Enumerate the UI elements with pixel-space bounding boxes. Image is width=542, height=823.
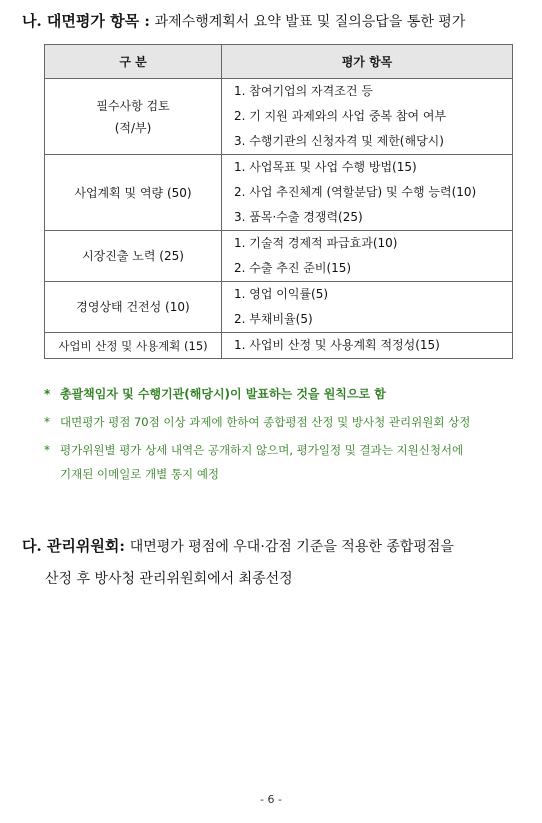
row-category: 경영상태 건전성 (10) [45, 282, 222, 333]
section-na-label: 나. 대면평가 항목 : [22, 12, 150, 30]
eval-item: 2. 사업 추진체계 (역할분담) 및 수행 능력(10) [234, 185, 477, 199]
row-items [222, 231, 513, 282]
table-header-row [45, 45, 513, 79]
evaluation-table [44, 44, 513, 359]
category-sublabel: (적/부) [114, 120, 152, 135]
asterisk-icon: * [44, 387, 51, 401]
note-item [44, 438, 534, 486]
eval-item: 3. 수행기관의 신청자격 및 제한(해당시) [234, 134, 444, 148]
section-da-heading [22, 530, 527, 595]
eval-item: 2. 부채비율(5) [234, 312, 313, 326]
notes-list [44, 382, 534, 486]
row-items [222, 333, 513, 359]
eval-item: 1. 사업비 산정 및 사용계획 적정성(15) [234, 338, 440, 352]
section-da-label: 다. 관리위원회: [22, 537, 125, 555]
asterisk-icon: * [44, 443, 50, 457]
eval-item: 1. 기술적 경제적 파급효과(10) [234, 236, 398, 250]
eval-item: 2. 기 지원 과제와의 사업 중복 참여 여부 [234, 109, 447, 123]
note-text-line1: 평가위원별 평가 상세 내역은 공개하지 않으며, 평가일정 및 결과는 지원신청서에 [60, 443, 464, 457]
section-da-line2: 산정 후 방사청 관리위원회에서 최종선정 [45, 571, 293, 587]
table-row [45, 282, 513, 333]
row-category [45, 79, 222, 155]
table-row [45, 155, 513, 231]
table-row [45, 231, 513, 282]
eval-item: 1. 영업 이익률(5) [234, 287, 329, 301]
section-na-description: 과제수행계획서 요약 발표 및 질의응답을 통한 평가 [154, 14, 466, 30]
row-category: 사업비 산정 및 사용계획 (15) [45, 333, 222, 359]
row-category: 사업계획 및 역량 (50) [45, 155, 222, 231]
note-item [44, 410, 534, 434]
page-number: - 6 - [260, 793, 282, 806]
section-na-heading [22, 10, 465, 31]
eval-item: 1. 참여기업의 자격조건 등 [234, 84, 373, 98]
note-text: 총괄책임자 및 수행기관(해당시)이 발표하는 것을 원칙으로 함 [60, 387, 386, 401]
table-row [45, 79, 513, 155]
note-text: 대면평가 평점 70점 이상 과제에 한하여 종합평점 산정 및 방사청 관리위원회 상정 [60, 415, 471, 429]
header-category: 구 분 [45, 45, 222, 79]
eval-item: 1. 사업목표 및 사업 수행 방법(15) [234, 160, 417, 174]
row-items [222, 282, 513, 333]
row-items [222, 155, 513, 231]
category-label: 필수사항 검토 [96, 98, 170, 113]
asterisk-icon: * [44, 415, 50, 429]
section-da-line1: 대면평가 평점에 우대·감점 기준을 적용한 종합평점을 [129, 539, 454, 555]
note-item [44, 382, 534, 406]
header-items: 평가 항목 [222, 45, 513, 79]
eval-item: 2. 수출 추진 준비(15) [234, 261, 352, 275]
row-items [222, 79, 513, 155]
row-category: 시장진출 노력 (25) [45, 231, 222, 282]
note-text-line2: 기재된 이메일로 개별 통지 예정 [60, 467, 220, 481]
eval-item: 3. 품목·수출 경쟁력(25) [234, 210, 363, 224]
table-row [45, 333, 513, 359]
